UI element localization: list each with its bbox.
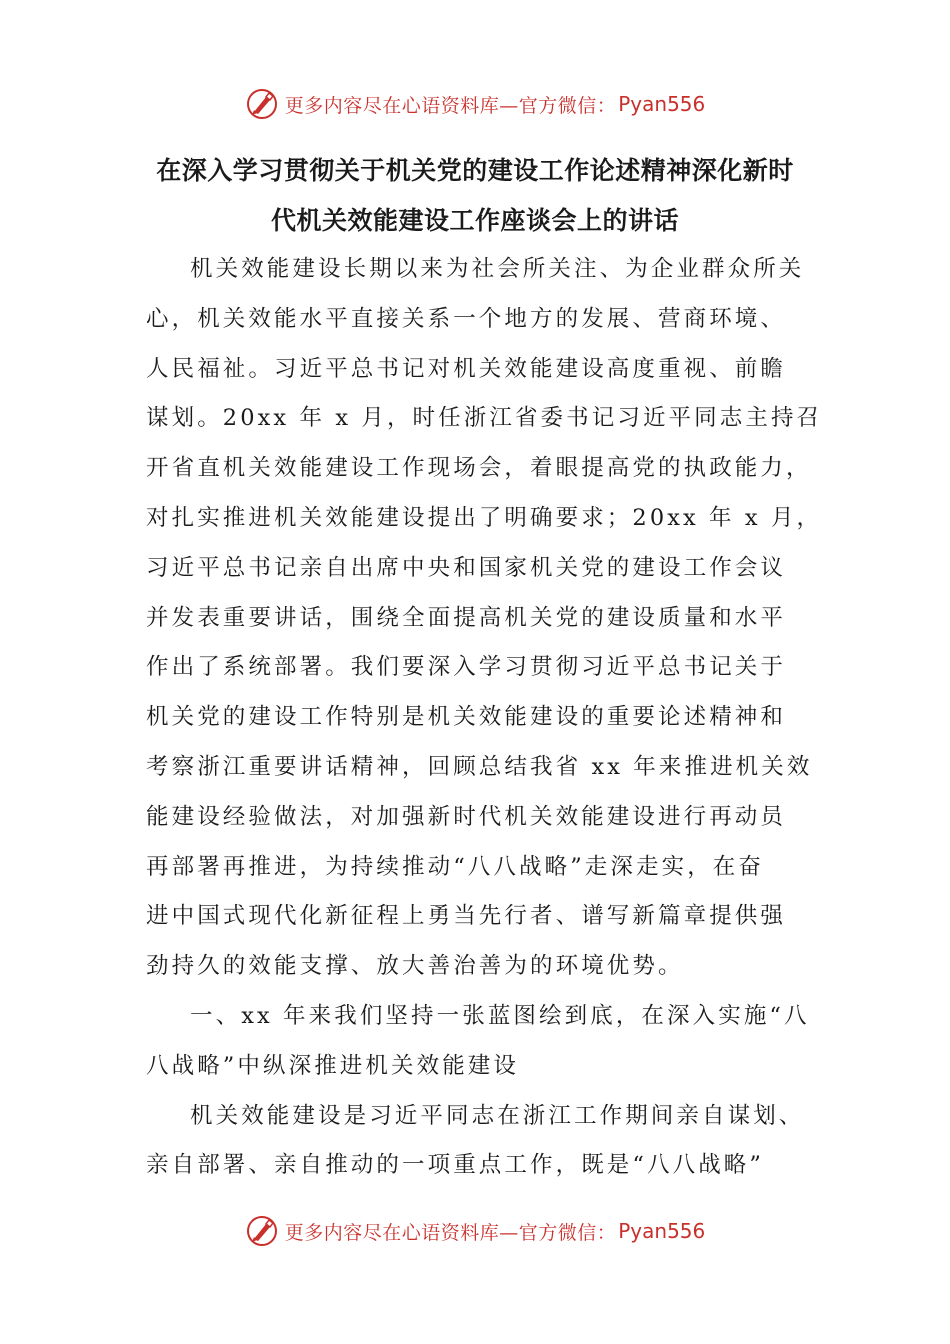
body-line: 再部署再推进，为持续推动“八八战略”走深走实，在奋 [146,853,765,880]
footer-banner [0,1211,950,1251]
body-line: 谋划。20xx 年 x 月，时任浙江省委书记习近平同志主持召 [146,405,823,432]
pen-nib-logo-icon [245,87,279,121]
body-line: 对扎实推进机关效能建设提出了明确要求；20xx 年 x 月， [146,504,823,531]
body-line: 开省直机关效能建设工作现场会，着眼提高党的执政能力， [146,455,812,482]
body-line: 人民福祉。习近平总书记对机关效能建设高度重视、前瞻 [146,355,787,382]
body-line: 劲持久的效能支撑、放大善治善为的环境优势。 [146,953,684,980]
banner-wechat-id: Pyan556 [618,1219,706,1243]
title-line: 代机关效能建设工作座谈会上的讲话 [270,206,679,235]
body-line: 机关党的建设工作特别是机关效能建设的重要论述精神和 [146,704,787,731]
body-line: 亲自部署、亲自推动的一项重点工作，既是“八八战略” [146,1152,765,1179]
body-line: 考察浙江重要讲话精神，回顾总结我省 xx 年来推进机关效 [146,753,813,780]
pen-nib-logo-icon [245,1214,279,1248]
body-line: 作出了系统部署。我们要深入学习贯彻习近平总书记关于 [146,654,787,681]
document-body [146,245,823,1191]
body-line: 能建设经验做法，对加强新时代机关效能建设进行再动员 [146,803,787,830]
body-line: 习近平总书记亲自出席中央和国家机关党的建设工作会议 [146,554,787,581]
body-line: 并发表重要讲话，围绕全面提高机关党的建设质量和水平 [146,604,787,631]
section-heading-line: 八战略”中纵深推进机关效能建设 [146,1052,520,1079]
body-line: 进中国式现代化新征程上勇当先行者、谱写新篇章提供强 [146,903,787,930]
banner-slogan: 更多内容尽在心语资料库—官方微信： [284,94,617,117]
document-title [140,146,810,246]
header-banner [0,84,950,124]
title-line: 在深入学习贯彻关于机关党的建设工作论述精神深化新时 [156,156,794,185]
banner-slogan: 更多内容尽在心语资料库—官方微信： [284,1221,617,1244]
body-line: 机关效能建设长期以来为社会所关注、为企业群众所关 [190,256,805,282]
body-line: 心，机关效能水平直接关系一个地方的发展、营商环境、 [146,305,787,332]
banner-wechat-id: Pyan556 [618,92,706,116]
section-heading-line: 一、xx 年来我们坚持一张蓝图绘到底，在深入实施“八 [190,1002,810,1029]
body-line: 机关效能建设是习近平同志在浙江工作期间亲自谋划、 [190,1102,805,1129]
